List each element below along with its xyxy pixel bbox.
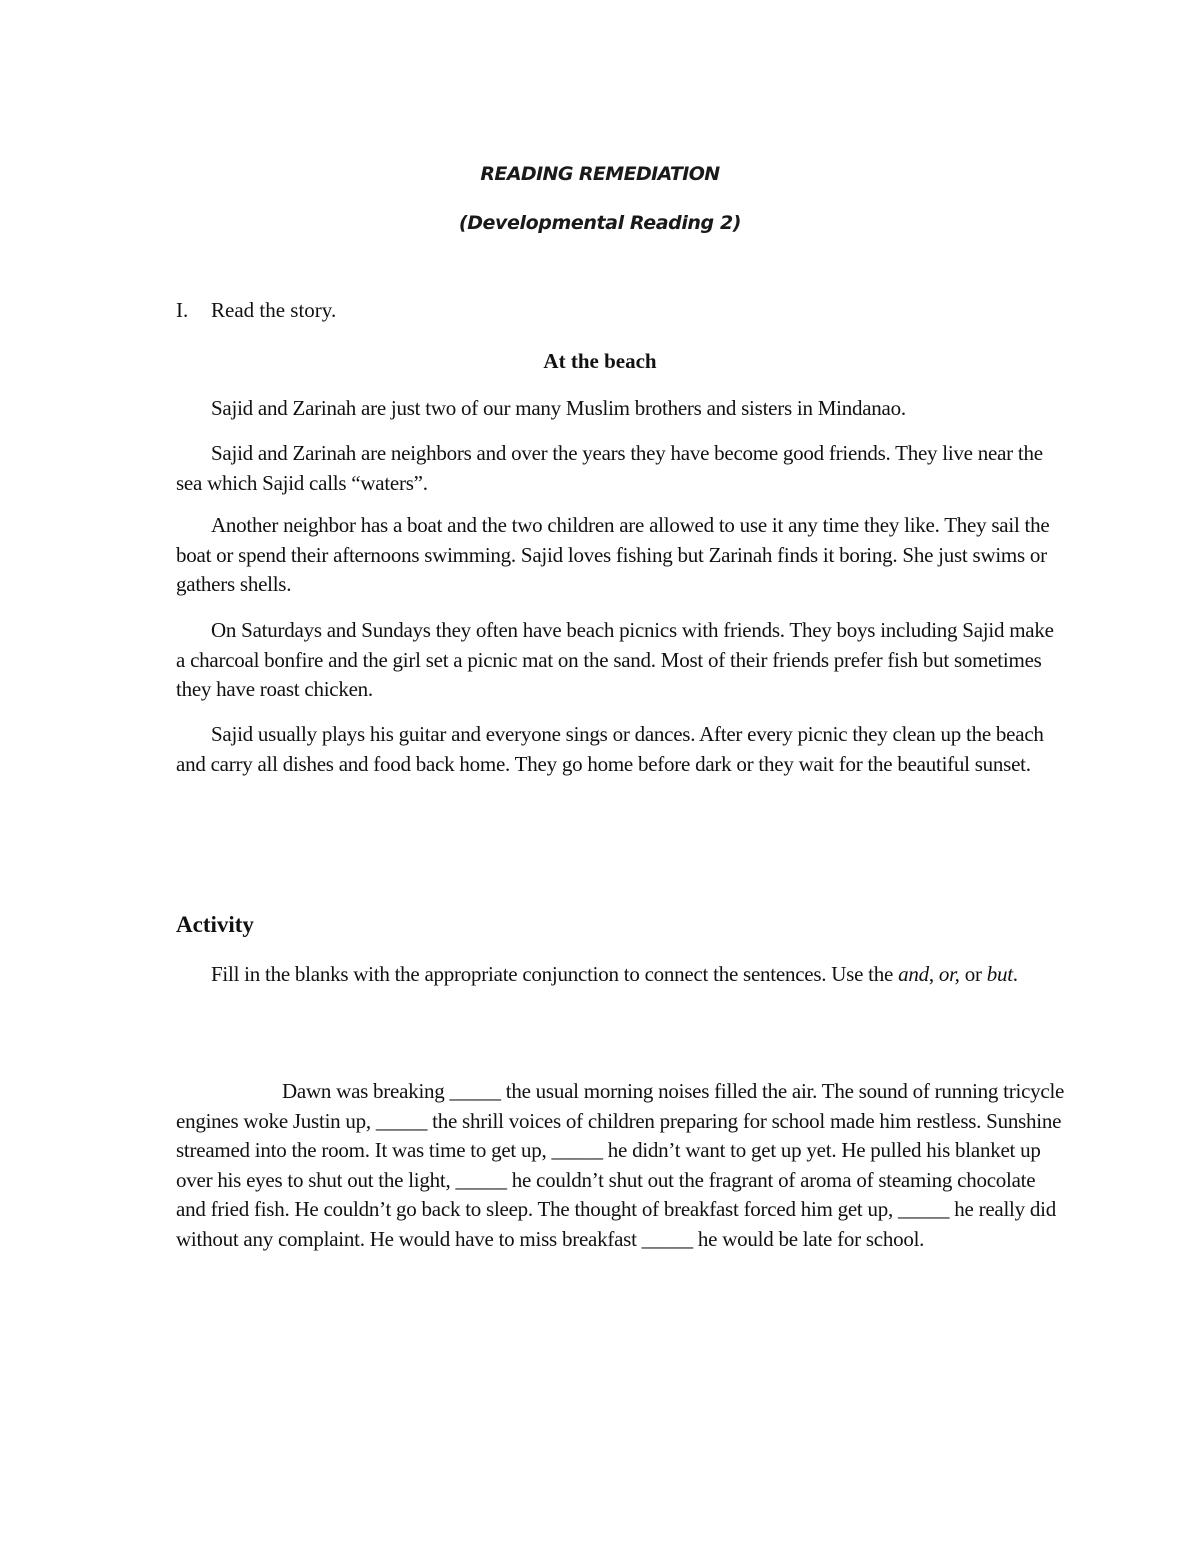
story-paragraph-3: Another neighbor has a boat and the two children are allowed to use it any time they like. They sail the boat or spend their afternoons swimming. Sajid loves fishing but Zarinah finds it boring. She just swims or gathers shells. — [176, 513, 1050, 596]
exercise-text: the usual morning noises filled the air. The sound of running tricycle engines woke Justin up, — [176, 1079, 1065, 1133]
instruction-comma: , — [928, 962, 934, 986]
blank-1: _____ — [449, 1079, 501, 1103]
section-instruction — [176, 298, 336, 323]
story-paragraph-4: On Saturdays and Sundays they often have beach picnics with friends. They boys including Sajid make a charcoal bonfire and the girl set a picnic mat on the sand. Most of their friends prefer fish but sometimes they have roast chicken. — [176, 618, 1054, 701]
exercise-text: he couldn’t shut out the fragrant of aroma of steaming chocolate and fried fish. He couldn’t go back to sleep. The thought of breakfast forced him get up, — [176, 1167, 1036, 1221]
exercise-text: he would be late for school. — [692, 1226, 925, 1251]
activity-instruction-text: Fill in the blanks with the appropriate conjunction to connect the sentences. Use the — [211, 962, 899, 986]
story-paragraph-1: Sajid and Zarinah are just two of our many Muslim brothers and sisters in Mindanao. — [211, 396, 906, 420]
blank-5: _____ — [898, 1197, 950, 1221]
instruction-period: . — [1012, 962, 1018, 986]
exercise-text: he didn’t want to get up yet. He pulled his blanket up over his eyes to shut out the light, — [176, 1138, 1041, 1192]
activity-instruction — [176, 960, 1066, 990]
exercise-paragraph — [176, 1077, 1066, 1254]
blank-4: _____ — [455, 1167, 507, 1192]
blank-6: _____ — [641, 1226, 693, 1251]
conjunction-or: or, — [938, 962, 960, 986]
story-title: At the beach — [543, 349, 657, 373]
conjunction-and: and — [898, 962, 929, 986]
activity-heading: Activity — [176, 912, 254, 937]
document-subtitle: (Developmental Reading 2) — [458, 212, 742, 234]
document-title: READING REMEDIATION — [480, 163, 720, 185]
conjunction-but: but — [986, 962, 1013, 986]
instruction-or-text: or — [959, 962, 987, 986]
exercise-text: the shrill voices of children preparing for school made him restless. Sunshine streamed into the room. It was time to get up, — [176, 1108, 1062, 1162]
exercise-text: he really did without any complaint. He would have to miss breakfast — [176, 1197, 1056, 1251]
section-instruction-text: Read the story. — [211, 298, 337, 322]
section-number: I. — [176, 298, 189, 322]
exercise-text: Dawn was breaking — [282, 1079, 450, 1103]
story-paragraph-5: Sajid usually plays his guitar and everyone sings or dances. After every picnic they clean up the beach and carry all dishes and food back home. They go home before dark or they wait for the beautiful sunset. — [176, 722, 1044, 776]
blank-2: _____ — [375, 1108, 428, 1133]
story-paragraph-2: Sajid and Zarinah are neighbors and over the years they have become good friends. They live near the sea which Sajid calls “waters”. — [176, 441, 1043, 495]
blank-3: _____ — [551, 1138, 603, 1162]
